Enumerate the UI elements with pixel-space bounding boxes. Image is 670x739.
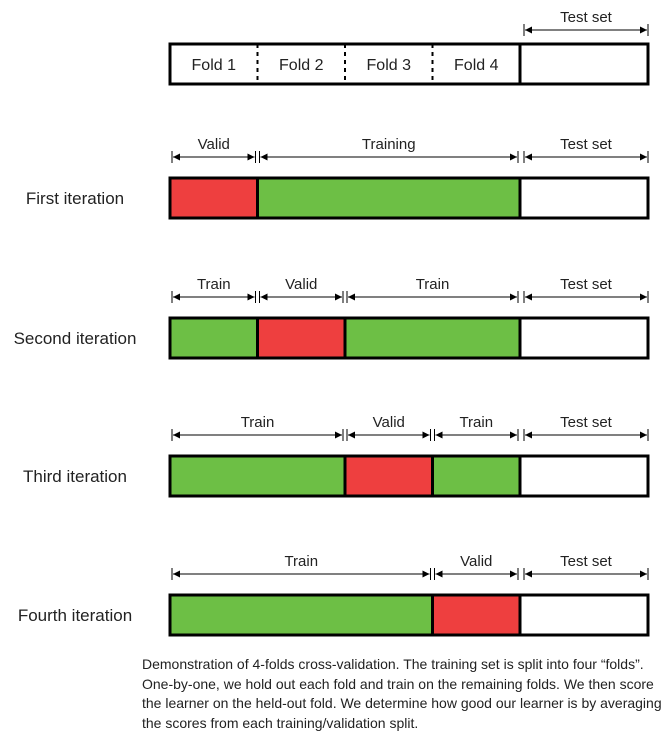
iteration-4-train-span-0-label: Train xyxy=(284,553,319,570)
iteration-label-4: Fourth iteration xyxy=(17,606,133,625)
iteration-4-valid-segment xyxy=(433,595,521,635)
iteration-2-test-span-label: Test set xyxy=(560,276,612,293)
iteration-3-train-segment xyxy=(433,456,521,496)
iteration-1-train-segment xyxy=(258,178,521,218)
iteration-1-valid-span-0-label: Valid xyxy=(197,136,230,153)
iteration-label-1: First iteration xyxy=(25,189,125,208)
iteration-1-train-span-1-label: Training xyxy=(361,136,416,153)
fold-label-3: Fold 3 xyxy=(366,57,411,74)
header-test-span-label: Test set xyxy=(560,9,612,26)
fold-label-4: Fold 4 xyxy=(454,57,499,74)
iteration-2-valid-span-1-label: Valid xyxy=(285,276,318,293)
iteration-2-train-span-0-label: Train xyxy=(196,276,231,293)
iteration-3-test-segment xyxy=(520,456,648,496)
iteration-2-valid-segment xyxy=(258,318,346,358)
iteration-3-valid-span-1-label: Valid xyxy=(372,414,405,431)
iteration-3-valid-segment xyxy=(345,456,433,496)
iteration-3-train-span-0-label: Train xyxy=(240,414,275,431)
caption-text: Demonstration of 4-folds cross-validation. The training set is split into four “folds”. One-by-one, we hold out each fold and train on the remaining folds. We then score the learner on the held-out fold. We determine how good our learner is by averaging the scores from each training/validation split. xyxy=(142,656,662,731)
fold-label-2: Fold 2 xyxy=(279,57,324,74)
iteration-1-valid-segment xyxy=(170,178,258,218)
iteration-4-train-segment xyxy=(170,595,433,635)
iteration-label-2: Second iteration xyxy=(13,329,137,348)
iteration-4-valid-span-1-label: Valid xyxy=(460,553,493,570)
iteration-4-test-span-label: Test set xyxy=(560,553,612,570)
iteration-label-3: Third iteration xyxy=(23,467,127,486)
iteration-3-test-span-label: Test set xyxy=(560,414,612,431)
iteration-4-test-segment xyxy=(520,595,648,635)
iteration-1-test-span-label: Test set xyxy=(560,136,612,153)
fold-label-1: Fold 1 xyxy=(191,57,236,74)
iteration-2-train-segment xyxy=(345,318,520,358)
iteration-3-train-segment xyxy=(170,456,345,496)
iteration-3-train-span-2-label: Train xyxy=(459,414,494,431)
iteration-2-test-segment xyxy=(520,318,648,358)
iteration-2-train-segment xyxy=(170,318,258,358)
iteration-2-train-span-2-label: Train xyxy=(415,276,450,293)
iteration-1-test-segment xyxy=(520,178,648,218)
